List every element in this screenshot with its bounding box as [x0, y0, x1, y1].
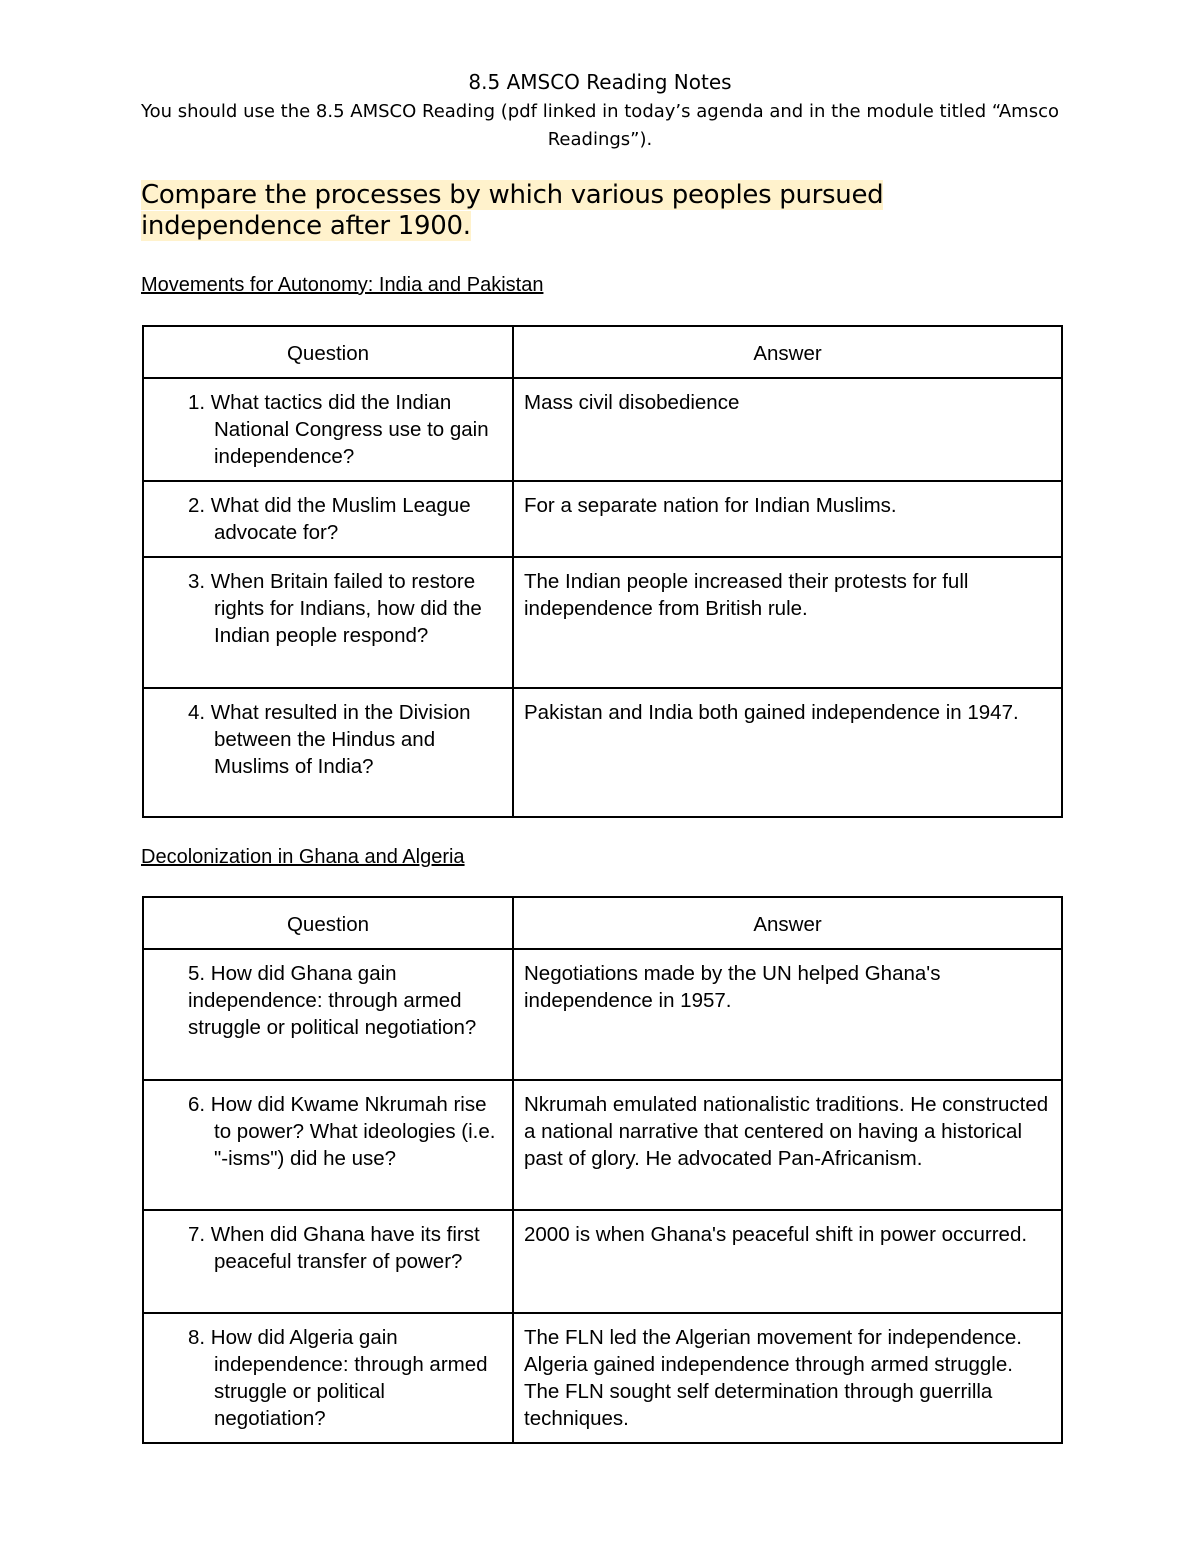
column-header-question: Question — [143, 326, 513, 378]
column-header-question: Question — [143, 897, 513, 949]
table-row — [143, 1080, 1062, 1210]
answer-cell: The FLN led the Algerian movement for independence. Algeria gained independence through armed struggle. The FLN sought self determination through guerrilla techniques. — [513, 1313, 1062, 1443]
question-cell: 7. When did Ghana have its first peaceful transfer of power? — [143, 1210, 513, 1313]
table-row — [143, 557, 1062, 688]
answer-cell: Nkrumah emulated nationalistic traditions. He constructed a national narrative that centered on having a historical past of glory. He advocated Pan-Africanism. — [513, 1080, 1062, 1210]
question-cell: 3. When Britain failed to restore rights for Indians, how did the Indian people respond? — [143, 557, 513, 688]
question-cell: 8. How did Algeria gain independence: through armed struggle or political negotiation? — [143, 1313, 513, 1443]
answer-cell: Mass civil disobedience — [513, 378, 1062, 481]
table-india-pakistan — [142, 325, 1063, 818]
page-subtitle: You should use the 8.5 AMSCO Reading (pdf linked in today’s agenda and in the module titled “Amsco Readings”). — [140, 101, 1060, 150]
question-cell: 2. What did the Muslim League advocate for? — [143, 481, 513, 557]
table-row — [143, 1210, 1062, 1313]
column-header-answer: Answer — [513, 326, 1062, 378]
prompt-text: Compare the processes by which various peoples pursued independence after 1900. — [141, 180, 884, 241]
column-header-answer: Answer — [513, 897, 1062, 949]
question-cell: 1. What tactics did the Indian National Congress use to gain independence? — [143, 378, 513, 481]
answer-cell: The Indian people increased their protests for full independence from British rule. — [513, 557, 1062, 688]
table-ghana-algeria — [142, 896, 1063, 1444]
section-heading-india-pakistan: Movements for Autonomy: India and Pakistan — [141, 274, 544, 296]
answer-cell: Negotiations made by the UN helped Ghana's independence in 1957. — [513, 949, 1062, 1080]
question-cell: 6. How did Kwame Nkrumah rise to power? What ideologies (i.e. "-isms") did he use? — [143, 1080, 513, 1210]
table-row — [143, 378, 1062, 481]
question-cell: 5. How did Ghana gain independence: through armed struggle or political negotiation? — [143, 949, 513, 1080]
answer-cell: Pakistan and India both gained independence in 1947. — [513, 688, 1062, 817]
table-row — [143, 1313, 1062, 1443]
table-header-row — [143, 897, 1062, 949]
section-heading-ghana-algeria: Decolonization in Ghana and Algeria — [141, 846, 465, 868]
answer-cell: For a separate nation for Indian Muslims. — [513, 481, 1062, 557]
table-header-row — [143, 326, 1062, 378]
page-title: 8.5 AMSCO Reading Notes — [468, 70, 732, 94]
prompt-heading — [141, 180, 1041, 242]
question-cell: 4. What resulted in the Division between the Hindus and Muslims of India? — [143, 688, 513, 817]
table-row — [143, 949, 1062, 1080]
table-row — [143, 481, 1062, 557]
table-row — [143, 688, 1062, 817]
answer-cell: 2000 is when Ghana's peaceful shift in power occurred. — [513, 1210, 1062, 1313]
